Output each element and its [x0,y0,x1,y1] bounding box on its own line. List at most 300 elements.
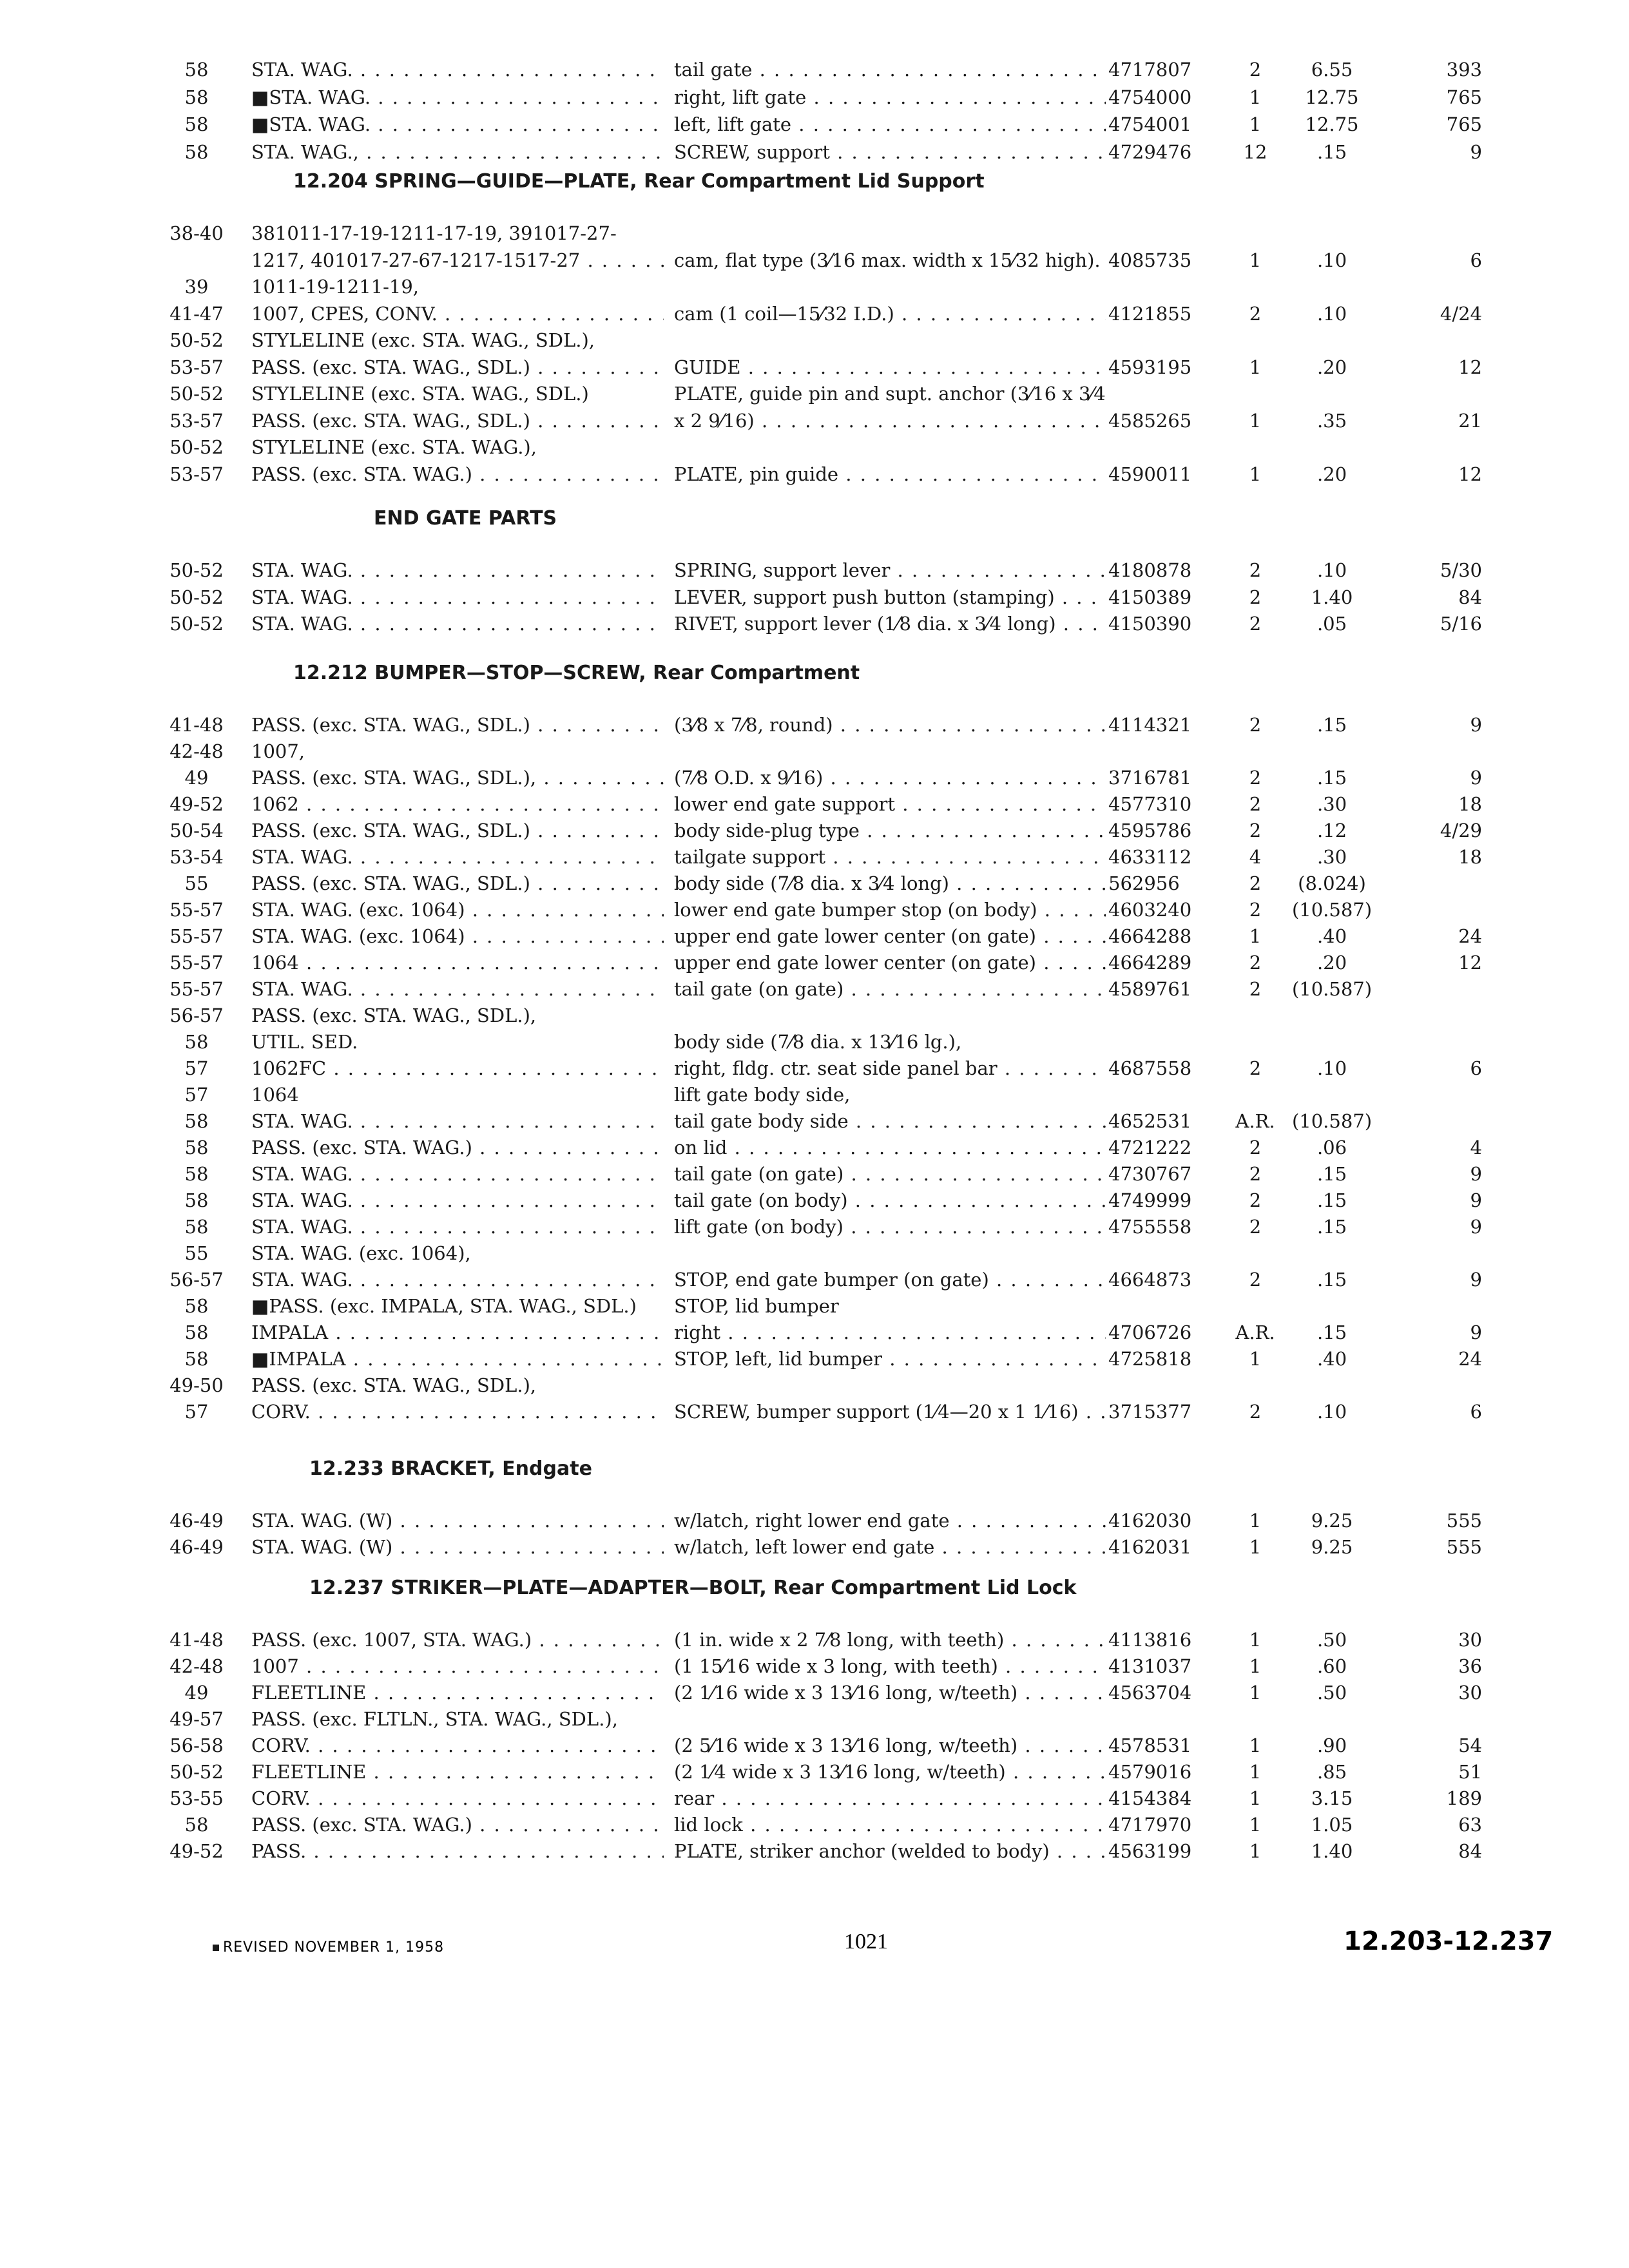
quantity: 1 [1249,1814,1262,1836]
list-price: .15 [1316,767,1347,789]
quantity: 1 [1249,113,1262,135]
parts-row [155,1534,1508,1560]
part-description: PLATE, striker anchor (welded to body) . . . [674,1838,1106,1864]
part-description: SPRING, support lever . . . [674,557,1106,583]
part-number: 4730767 [1108,1163,1192,1185]
model-year: 50-52 [169,586,224,608]
part-description: (3⁄8 x 7⁄8, round) . . . [674,712,1106,738]
model-description: ■STA. WAG. . . . [251,111,664,137]
model-year: 39 [184,276,209,298]
net-price: 5/16 [1440,613,1482,635]
net-price: 9 [1470,767,1482,789]
parts-row [155,84,1508,110]
quantity: 1 [1249,356,1262,378]
part-description: tail gate (on gate) . . . [674,1161,1106,1187]
part-number: 4664289 [1108,952,1192,974]
net-price: 63 [1458,1814,1482,1836]
quantity: A.R. [1235,1110,1275,1132]
model-year: 58 [184,59,209,81]
parts-row [155,844,1508,870]
model-description: STA. WAG. . . . [251,584,664,610]
part-description: tailgate support . . . [674,844,1106,870]
model-year: 42-48 [169,740,224,762]
model-description: PASS. (exc. STA. WAG., SDL.) . . . [251,408,664,434]
part-number: 4162031 [1108,1536,1192,1558]
parts-row [155,950,1508,975]
model-year: 58 [184,1216,209,1238]
net-price: 24 [1458,1348,1482,1370]
part-number: 3716781 [1108,767,1192,789]
quantity: 1 [1249,1735,1262,1756]
part-number: 4706726 [1108,1321,1192,1343]
model-year: 50-52 [169,1761,224,1783]
quantity: 1 [1249,86,1262,108]
section-heading: 12.204 SPRING—GUIDE—PLATE, Rear Compartment Lid Support [293,170,985,193]
model-year: 58 [184,1189,209,1211]
model-year: 53-57 [169,356,224,378]
model-year: 50-52 [169,559,224,581]
net-price: 9 [1470,141,1482,163]
model-year: 58 [184,113,209,135]
part-description: LEVER, support push button (stamping) . . . [674,584,1106,610]
list-price: .50 [1316,1682,1347,1704]
revision-bullet-icon [213,1945,219,1951]
model-year: 58 [184,1348,209,1370]
part-description: PLATE, pin guide . . . [674,461,1106,487]
quantity: 2 [1249,1189,1262,1211]
model-description: STA. WAG. . . . [251,844,664,870]
net-price: 84 [1458,1840,1482,1862]
quantity: 2 [1249,1216,1262,1238]
model-description: 1062FC . . . [251,1055,664,1081]
model-year: 49 [184,767,209,789]
part-description: body side (7⁄8 dia. x 3⁄4 long) . . . [674,870,1106,896]
list-price: .30 [1316,846,1347,868]
model-description: ■PASS. (exc. IMPALA, STA. WAG., SDL.) [251,1295,637,1317]
list-price: .10 [1316,1057,1347,1079]
model-year: 58 [184,1137,209,1158]
section-heading: 12.237 STRIKER—PLATE—ADAPTER—BOLT, Rear Compartment Lid Lock [309,1577,1077,1599]
quantity: 1 [1249,1510,1262,1532]
parts-row [155,1706,1508,1732]
model-description: PASS. (exc. STA. WAG., SDL.) . . . [251,870,664,896]
list-price: .10 [1316,559,1347,581]
model-year: 53-55 [169,1787,224,1809]
part-number: 4664873 [1108,1269,1192,1291]
model-description: STA. WAG. . . . [251,557,664,583]
model-year: 56-58 [169,1735,224,1756]
list-price: 9.25 [1311,1510,1353,1532]
quantity: 2 [1249,1401,1262,1423]
model-year: 49-52 [169,793,224,815]
quantity: 12 [1243,141,1268,163]
model-description: IMPALA . . . [251,1320,664,1345]
parts-row [155,220,1508,246]
model-description: STA. WAG. (exc. 1064), [251,1242,471,1264]
list-price: .60 [1316,1655,1347,1677]
net-price: 24 [1458,925,1482,947]
net-price: 6 [1470,249,1482,271]
quantity: 1 [1249,1348,1262,1370]
parts-row [155,1108,1508,1134]
part-number: 4749999 [1108,1189,1192,1211]
part-description: lift gate (on body) . . . [674,1214,1106,1240]
part-description: tail gate (on gate) . . . [674,976,1106,1002]
model-year: 58 [184,86,209,108]
part-number: 4162030 [1108,1510,1192,1532]
list-price: 6.55 [1311,59,1353,81]
revised-text: REVISED NOVEMBER 1, 1958 [223,1939,445,1956]
list-price: 3.15 [1311,1787,1353,1809]
net-price: 6 [1470,1401,1482,1423]
model-year: 50-54 [169,820,224,841]
model-description: STA. WAG. . . . [251,1187,664,1213]
list-price: .85 [1316,1761,1347,1783]
net-price: 189 [1446,1787,1482,1809]
net-price: 9 [1470,1163,1482,1185]
part-number: 4563199 [1108,1840,1192,1862]
part-number: 4603240 [1108,899,1192,921]
part-number: 4725818 [1108,1348,1192,1370]
model-description: 1007 . . . [251,1653,664,1679]
parts-row [155,818,1508,843]
part-number: 4585265 [1108,410,1192,432]
list-price: .50 [1316,1629,1347,1651]
part-description: tail gate (on body) . . . [674,1187,1106,1213]
list-price: .05 [1316,613,1347,635]
list-price: .90 [1316,1735,1347,1756]
model-year: 57 [184,1057,209,1079]
model-description: STA. WAG. (exc. 1064) . . . [251,923,664,949]
model-year: 41-48 [169,1629,224,1651]
parts-row [155,923,1508,949]
parts-row [155,1680,1508,1706]
net-price: 12 [1458,463,1482,485]
model-description: STA. WAG. (W) . . . [251,1534,664,1560]
model-description: PASS. (exc. STA. WAG., SDL.), [251,1004,537,1026]
parts-row [155,976,1508,1002]
part-number: 4150389 [1108,586,1192,608]
part-number: 4754000 [1108,86,1192,108]
list-price: .20 [1316,463,1347,485]
part-number: 4577310 [1108,793,1192,815]
quantity: 2 [1249,613,1262,635]
list-price: 1.05 [1311,1814,1353,1836]
model-year: 57 [184,1401,209,1423]
part-description: (2 5⁄16 wide x 3 13⁄16 long, w/teeth) . . . [674,1733,1106,1758]
model-description: PASS. (exc. FLTLN., STA. WAG., SDL.), [251,1708,618,1730]
part-number: 4755558 [1108,1216,1192,1238]
model-description: FLEETLINE . . . [251,1680,664,1706]
model-description: STA. WAG. . . . [251,611,664,637]
list-price: .06 [1316,1137,1347,1158]
net-price: 555 [1446,1510,1482,1532]
part-description: on lid . . . [674,1135,1106,1160]
model-description: STA. WAG. . . . [251,1267,664,1293]
model-description: PASS. (exc. STA. WAG.) . . . [251,1135,664,1160]
list-price: (8.024) [1298,872,1366,894]
net-price: 30 [1458,1682,1482,1704]
part-description: lower end gate support . . . [674,791,1106,817]
part-number: 4589761 [1108,978,1192,1000]
model-description: PASS. (exc. STA. WAG.) . . . [251,461,664,487]
parts-row [155,765,1508,791]
model-description: CORV. . . . [251,1399,664,1425]
parts-row [155,712,1508,738]
list-price: .20 [1316,952,1347,974]
model-year: 49-50 [169,1374,224,1396]
model-year: 55-57 [169,899,224,921]
parts-row [155,1082,1508,1108]
parts-row [155,1508,1508,1533]
quantity: 1 [1249,410,1262,432]
parts-row [155,611,1508,637]
model-description: PASS. (exc. STA. WAG., SDL.) . . . [251,712,664,738]
model-description: 1007, CPES, CONV. . . . [251,301,664,327]
model-year: 46-49 [169,1536,224,1558]
quantity: 2 [1249,1163,1262,1185]
part-description: RIVET, support lever (1⁄8 dia. x 3⁄4 long) . . . [674,611,1106,637]
parts-row [155,1399,1508,1425]
parts-row [155,461,1508,487]
parts-row [155,1240,1508,1266]
part-number: 4154384 [1108,1787,1192,1809]
net-price: 5/30 [1440,559,1482,581]
net-price: 9 [1470,1269,1482,1291]
quantity: 2 [1249,952,1262,974]
parts-row [155,1029,1508,1055]
parts-row [155,1627,1508,1653]
list-price: .15 [1316,141,1347,163]
model-description: PASS. (exc. STA. WAG., SDL.) . . . [251,818,664,843]
part-number: 4131037 [1108,1655,1192,1677]
net-price: 9 [1470,1189,1482,1211]
quantity: A.R. [1235,1321,1275,1343]
net-price: 765 [1446,86,1482,108]
model-year: 42-48 [169,1655,224,1677]
model-year: 55-57 [169,952,224,974]
section-heading: 12.212 BUMPER—STOP—SCREW, Rear Compartment [293,662,860,684]
list-price: .10 [1316,1401,1347,1423]
quantity: 4 [1249,846,1262,868]
part-number: 4754001 [1108,113,1192,135]
model-year: 58 [184,1295,209,1317]
parts-row [155,301,1508,327]
list-price: .15 [1316,714,1347,736]
model-description: UTIL. SED. [251,1031,358,1053]
parts-row [155,1785,1508,1811]
net-price: 18 [1458,846,1482,868]
net-price: 54 [1458,1735,1482,1756]
quantity: 2 [1249,820,1262,841]
model-description: 1062 . . . [251,791,664,817]
model-year: 53-57 [169,410,224,432]
part-description: right, fldg. ctr. seat side panel bar . . . [674,1055,1106,1081]
parts-row [155,274,1508,300]
model-description: STYLELINE (exc. STA. WAG., SDL.) [251,383,589,405]
net-price: 393 [1446,59,1482,81]
model-year: 58 [184,1814,209,1836]
part-description: (7⁄8 O.D. x 9⁄16) . . . [674,765,1106,791]
parts-row [155,584,1508,610]
model-description: 1064 . . . [251,950,664,975]
list-price: (10.587) [1291,978,1373,1000]
model-description: 381011-17-19-1211-17-19, 391017-27- [251,222,617,244]
net-price: 4/29 [1440,820,1482,841]
model-description: CORV. . . . [251,1785,664,1811]
model-description: PASS. . . . [251,1838,664,1864]
part-description: tail gate body side . . . [674,1108,1106,1134]
part-description: STOP, left, lid bumper . . . [674,1346,1106,1372]
part-description: GUIDE . . . [674,354,1106,380]
parts-row [155,408,1508,434]
list-price: .30 [1316,793,1347,815]
quantity: 2 [1249,1137,1262,1158]
net-price: 21 [1458,410,1482,432]
model-description: 1007, [251,740,305,762]
quantity: 1 [1249,1629,1262,1651]
model-year: 41-48 [169,714,224,736]
net-price: 9 [1470,714,1482,736]
net-price: 36 [1458,1655,1482,1677]
part-number: 4687558 [1108,1057,1192,1079]
model-year: 57 [184,1084,209,1106]
part-description: x 2 9⁄16) . . . [674,408,1106,434]
quantity: 1 [1249,1536,1262,1558]
part-number: 4633112 [1108,846,1192,868]
model-year: 58 [184,1163,209,1185]
part-description: upper end gate lower center (on gate) . . . [674,950,1106,975]
model-year: 58 [184,1031,209,1053]
model-description: ■STA. WAG. . . . [251,84,664,110]
net-price: 84 [1458,586,1482,608]
model-year: 53-57 [169,463,224,485]
list-price: .12 [1316,820,1347,841]
net-price: 18 [1458,793,1482,815]
quantity: 1 [1249,463,1262,485]
part-description: w/latch, left lower end gate . . . [674,1534,1106,1560]
part-number: 4150390 [1108,613,1192,635]
list-price: .15 [1316,1189,1347,1211]
net-price: 9 [1470,1321,1482,1343]
parts-row [155,1838,1508,1864]
net-price: 30 [1458,1629,1482,1651]
list-price: (10.587) [1291,1110,1373,1132]
model-description: STYLELINE (exc. STA. WAG.), [251,436,537,458]
part-description: (2 1⁄16 wide x 3 13⁄16 long, w/teeth) . . . [674,1680,1106,1706]
quantity: 2 [1249,59,1262,81]
parts-row [155,111,1508,137]
model-year: 58 [184,1110,209,1132]
model-year: 38-40 [169,222,224,244]
part-description: lid lock . . . [674,1812,1106,1838]
model-year: 46-49 [169,1510,224,1532]
list-price: 12.75 [1305,113,1359,135]
section-heading: END GATE PARTS [374,507,557,530]
part-number: 4113816 [1108,1629,1192,1651]
parts-row [155,1372,1508,1398]
parts-row [155,139,1508,165]
model-year: 56-57 [169,1269,224,1291]
section-heading: 12.233 BRACKET, Endgate [309,1457,592,1480]
part-description: body side (7⁄8 dia. x 13⁄16 lg.), [674,1031,962,1053]
model-year: 49 [184,1682,209,1704]
part-description: PLATE, guide pin and supt. anchor (3⁄16 x 3⁄4 [674,383,1106,405]
section-range: 12.203-12.237 [1344,1927,1554,1956]
part-description: SCREW, bumper support (1⁄4—20 x 1 1⁄16) . . . [674,1399,1106,1425]
part-description: body side-plug type . . . [674,818,1106,843]
parts-row [155,1812,1508,1838]
model-description: PASS. (exc. STA. WAG., SDL.), [251,1374,537,1396]
net-price: 51 [1458,1761,1482,1783]
parts-row [155,1320,1508,1345]
part-number: 4664288 [1108,925,1192,947]
quantity: 2 [1249,303,1262,325]
net-price: 4/24 [1440,303,1482,325]
list-price: (10.587) [1291,899,1373,921]
part-description: lift gate body side, [674,1084,851,1106]
part-number: 562956 [1108,872,1180,894]
quantity: 1 [1249,1787,1262,1809]
model-description: ■IMPALA . . . [251,1346,664,1372]
part-description: STOP, end gate bumper (on gate) . . . [674,1267,1106,1293]
quantity: 1 [1249,1682,1262,1704]
part-number: 4579016 [1108,1761,1192,1783]
list-price: .15 [1316,1163,1347,1185]
model-year: 49-57 [169,1708,224,1730]
list-price: .15 [1316,1321,1347,1343]
net-price: 6 [1470,1057,1482,1079]
net-price: 765 [1446,113,1482,135]
model-year: 50-52 [169,613,224,635]
model-description: CORV. . . . [251,1733,664,1758]
model-description: 1217, 401017-27-67-1217-1517-27 . . . [251,247,664,273]
model-description: STA. WAG. (exc. 1064) . . . [251,897,664,923]
list-price: .10 [1316,303,1347,325]
net-price: 4 [1470,1137,1482,1158]
parts-row [155,1055,1508,1081]
parts-row [155,1293,1508,1319]
parts-row [155,1759,1508,1785]
model-description: STA. WAG., . . . [251,139,664,165]
parts-row [155,434,1508,460]
parts-row [155,1346,1508,1372]
parts-row [155,354,1508,380]
parts-row [155,327,1508,353]
part-description: right . . . [674,1320,1106,1345]
model-year: 55-57 [169,925,224,947]
part-number: 4593195 [1108,356,1192,378]
page-number: 1021 [844,1930,888,1954]
list-price: .15 [1316,1269,1347,1291]
parts-row [155,1653,1508,1679]
part-number: 4717807 [1108,59,1192,81]
model-description: STA. WAG. . . . [251,1108,664,1134]
model-description: FLEETLINE . . . [251,1759,664,1785]
list-price: .40 [1316,1348,1347,1370]
quantity: 2 [1249,767,1262,789]
list-price: 9.25 [1311,1536,1353,1558]
part-description: rear . . . [674,1785,1106,1811]
parts-row [155,1267,1508,1293]
model-description: 1064 [251,1084,299,1106]
part-description: SCREW, support . . . [674,139,1106,165]
model-year: 58 [184,1321,209,1343]
part-number: 4085735 [1108,249,1192,271]
net-price: 555 [1446,1536,1482,1558]
quantity: 1 [1249,1655,1262,1677]
model-year: 41-47 [169,303,224,325]
